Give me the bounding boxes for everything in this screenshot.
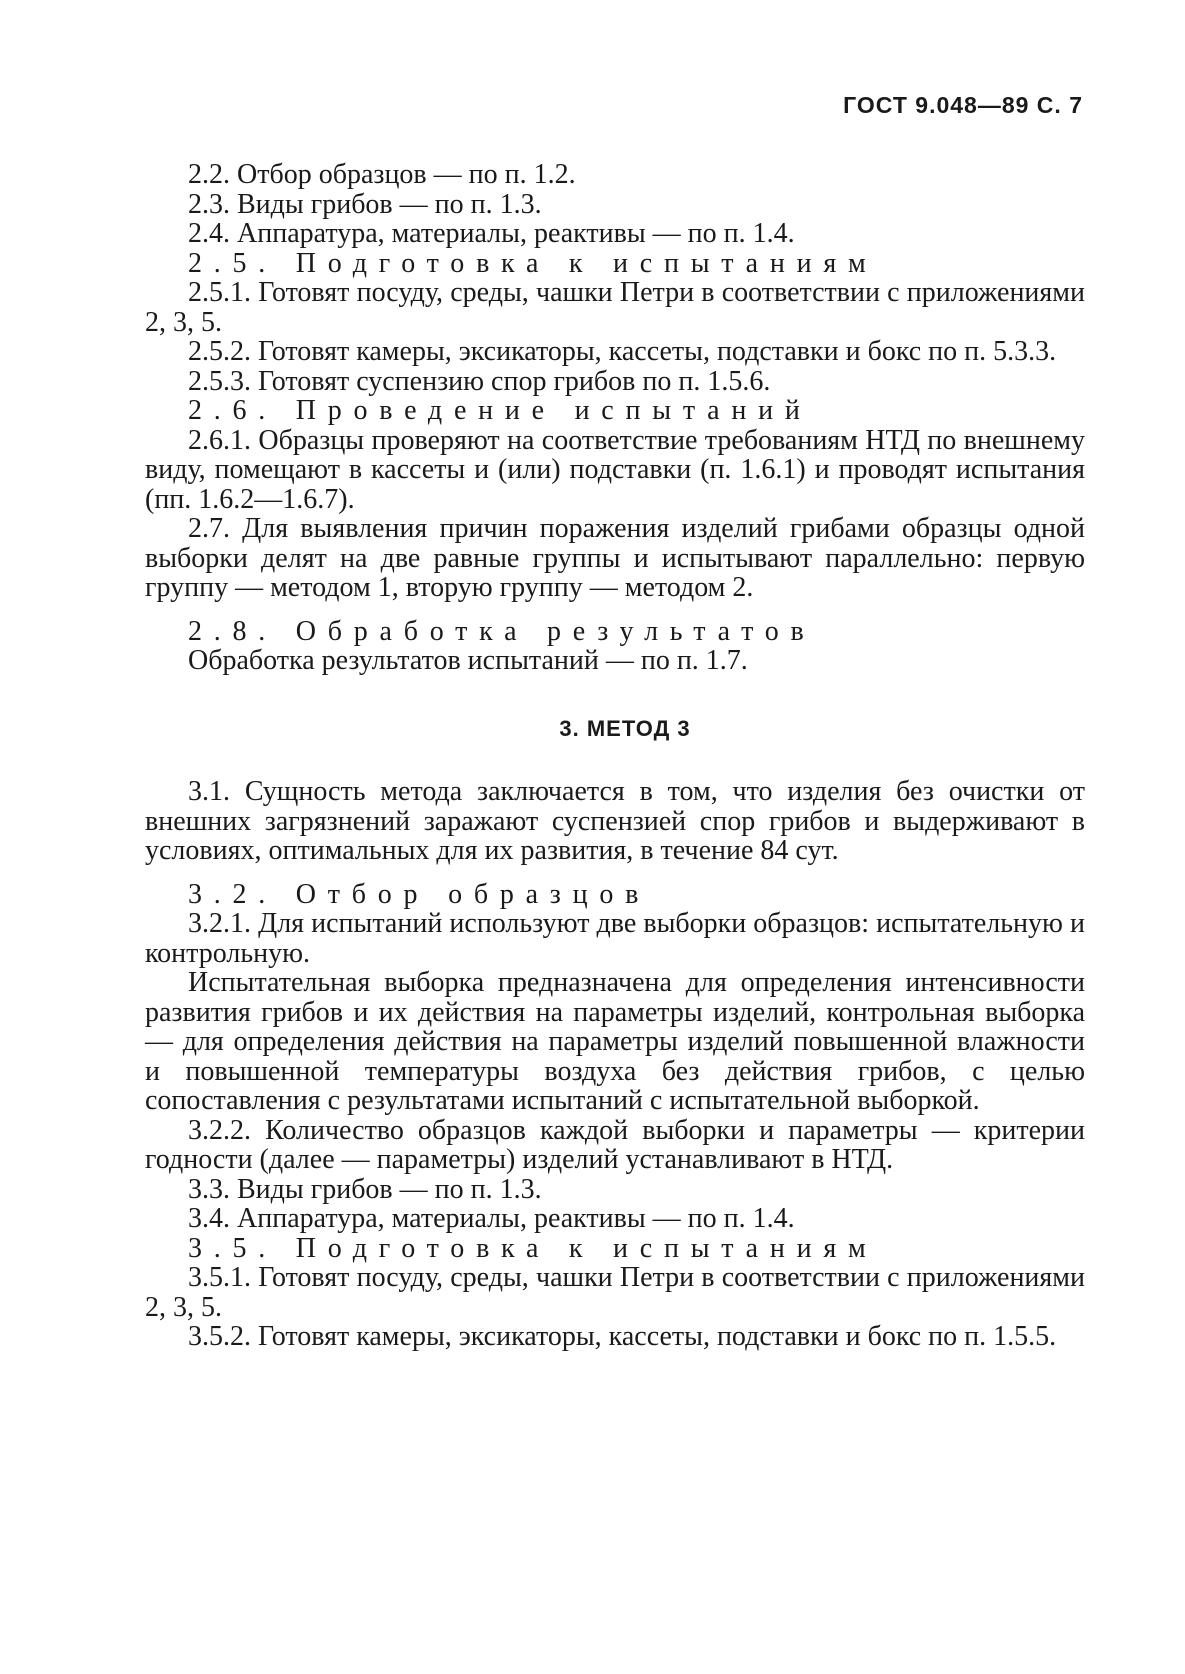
clause-2-5-2: 2.5.2. Готовят камеры, эксикаторы, кассеты, подставки и бокс по п. 5.3.3. (188, 336, 1057, 367)
clause-3-2-2: 3.2.2. Количество образцов каждой выборки и параметры — критерии годности (далее — параметры) изделий устанавливают в НТД. (145, 1114, 1085, 1175)
clause-2-6-heading: 2.6. Проведение испытаний (188, 395, 812, 426)
clause-3-2-1: 3.2.1. Для испытаний используют две выборки образцов: испытательную и контрольную. (145, 908, 1085, 969)
clause-3-2-heading: 3.2. Отбор образцов (188, 878, 651, 910)
clause-3-3: 3.3. Виды грибов — по п. 1.3. (188, 1173, 542, 1205)
clause-2-2: 2.2. Отбор образцов — по п. 1.2. (188, 159, 576, 190)
clause-2-5-1: 2.5.1. Готовят посуду, среды, чашки Петри в соответствии с приложениями 2, 3, 5. (145, 277, 1085, 338)
clause-2-3: 2.3. Виды грибов — по п. 1.3. (188, 188, 542, 220)
section-3-title: 3. МЕТОД 3 (559, 715, 691, 741)
clause-2-5-3: 2.5.3. Готовят суспензию спор грибов по п. 1.5.6. (188, 365, 771, 397)
running-header: ГОСТ 9.048—89 С. 7 (843, 92, 1083, 118)
clause-2-8-heading: 2.8. Обработка результатов (188, 615, 816, 647)
clause-2-5-heading: 2.5. Подготовка к испытаниям (188, 247, 878, 279)
body-text (145, 160, 1085, 1352)
clause-3-5-2: 3.5.2. Готовят камеры, эксикаторы, кассеты, подставки и бокс по п. 1.5.5. (188, 1321, 1057, 1352)
clause-2-6-1: 2.6.1. Образцы проверяют на соответствие требованиям НТД по внешнему виду, помещают в кассеты и (или) подставки (п. 1.6.1) и проводят испытания (пп. 1.6.2—1.6.7). (145, 424, 1085, 515)
clause-3-5-heading: 3.5. Подготовка к испытаниям (188, 1232, 878, 1264)
clause-3-4: 3.4. Аппаратура, материалы, реактивы — по п. 1.4. (188, 1203, 795, 1234)
clause-2-8-text: Обработка результатов испытаний — по п. 1.7. (188, 645, 748, 676)
clause-2-7: 2.7. Для выявления причин поражения изделий грибами образцы одной выборки делят на две равные группы и испытывают параллельно: первую группу — методом 1, вторую группу — методом 2. (145, 513, 1085, 603)
clause-3-1: 3.1. Сущность метода заключается в том, что изделия без очистки от внешних загрязнений заражают суспензией спор грибов и выдерживают в условиях, оптимальных для их развития, в течение 84 сут. (145, 776, 1085, 866)
clause-3-5-1: 3.5.1. Готовят посуду, среды, чашки Петри в соответствии с приложениями 2, 3, 5. (145, 1262, 1085, 1323)
clause-2-4: 2.4. Аппаратура, материалы, реактивы — по п. 1.4. (188, 218, 795, 249)
clause-3-2-1-continued: Испытательная выборка предназначена для определения интенсивности развития грибов и их действия на параметры изделий, контрольная выборка — для определения действия на параметры изделий повышенной влажности и повышенной температуры воздуха без действия грибов, с целью сопоставления с результатами испытаний с испытательной выборкой. (145, 967, 1085, 1116)
